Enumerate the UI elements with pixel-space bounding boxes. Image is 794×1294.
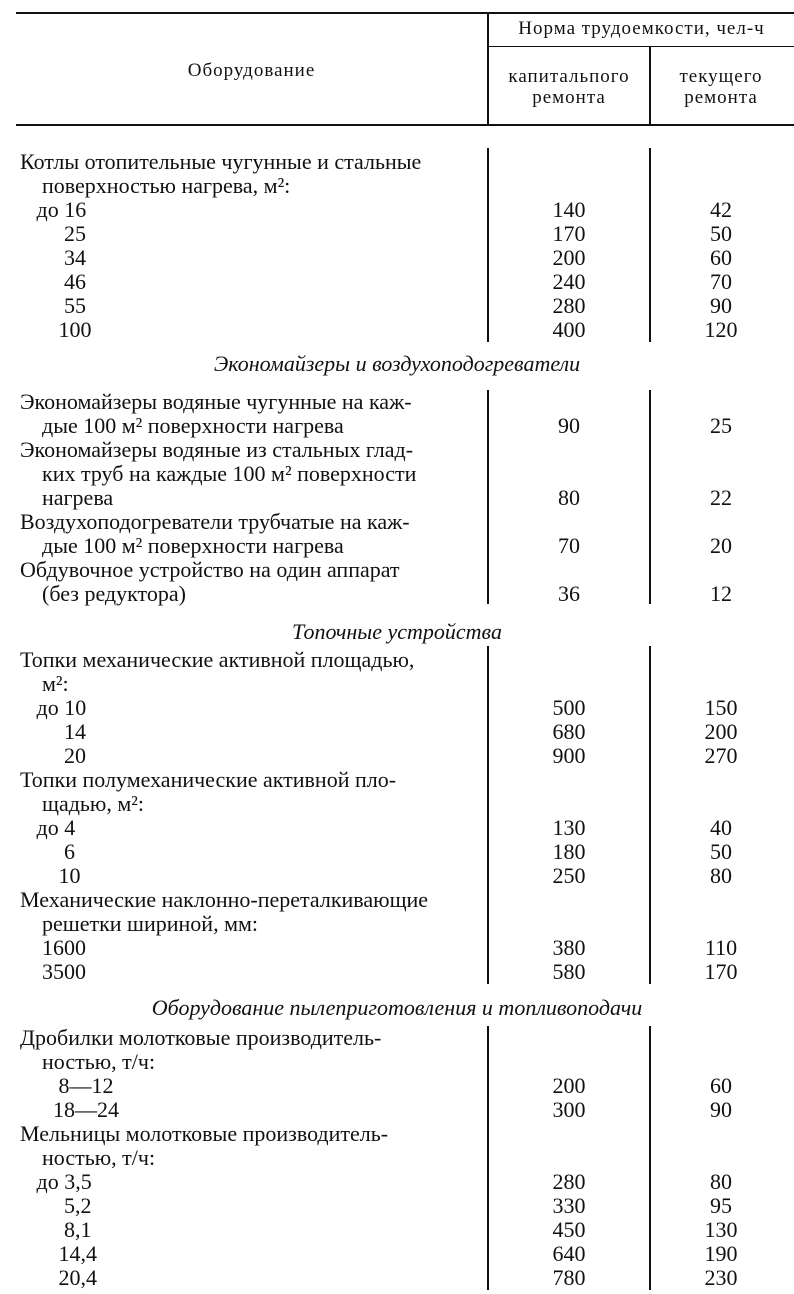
table-row — [0, 462, 794, 486]
row-capital: 300 — [552, 1097, 586, 1122]
row-current: 230 — [704, 1265, 738, 1290]
row-capital: 200 — [552, 1073, 586, 1098]
row-name: 46 — [20, 269, 86, 294]
table-row — [0, 174, 794, 198]
row-capital: 250 — [552, 863, 586, 888]
row-name: м²: — [20, 671, 69, 696]
row-current: 200 — [704, 719, 738, 744]
row-name: 8—12 — [20, 1073, 114, 1098]
row-name: 20,4 — [20, 1265, 97, 1290]
row-current: 130 — [704, 1217, 738, 1242]
header-capital: капитальпого ремонта — [508, 66, 630, 108]
row-name: Мельницы молотковые производитель- — [20, 1121, 389, 1146]
row-name: 6 — [20, 839, 75, 864]
row-current: 50 — [710, 221, 732, 246]
row-current: 60 — [710, 245, 732, 270]
header-mid-rule — [488, 46, 794, 47]
row-current: 190 — [704, 1241, 738, 1266]
table-row — [0, 198, 794, 222]
table-row — [0, 1098, 794, 1122]
table-row — [0, 294, 794, 318]
table-row — [0, 744, 794, 768]
table-row — [0, 936, 794, 960]
row-capital: 450 — [552, 1217, 586, 1242]
row-current: 20 — [710, 533, 732, 558]
row-current: 22 — [710, 485, 732, 510]
row-capital: 380 — [552, 935, 586, 960]
row-current: 150 — [704, 695, 738, 720]
row-capital: 330 — [552, 1193, 586, 1218]
row-name: до 3,5 — [20, 1169, 92, 1194]
row-capital: 90 — [558, 413, 580, 438]
table-row — [0, 510, 794, 534]
row-name: Механические наклонно-переталкивающие — [20, 887, 429, 912]
header-equipment: Оборудование — [187, 60, 316, 81]
row-name: Топки механические активной площадью, — [20, 647, 415, 672]
table-row — [0, 912, 794, 936]
row-name: решетки шириной, мм: — [20, 911, 259, 936]
row-name: щадью, м²: — [20, 791, 144, 816]
row-name: ких труб на каждые 100 м² поверхности — [20, 461, 417, 486]
row-current: 25 — [710, 413, 732, 438]
row-name: ностью, т/ч: — [20, 1145, 156, 1170]
table-row — [0, 1266, 794, 1290]
table-row — [0, 1146, 794, 1170]
row-current: 12 — [710, 581, 732, 606]
table-row — [0, 816, 794, 840]
table-row — [0, 696, 794, 720]
row-current: 70 — [710, 269, 732, 294]
table-row — [0, 222, 794, 246]
row-current: 90 — [710, 293, 732, 318]
row-capital: 900 — [552, 743, 586, 768]
row-current: 80 — [710, 863, 732, 888]
row-name: 100 — [20, 317, 92, 342]
row-current: 95 — [710, 1193, 732, 1218]
row-name: 14 — [20, 719, 86, 744]
row-name: 3500 — [20, 959, 86, 984]
row-capital: 500 — [552, 695, 586, 720]
row-capital: 580 — [552, 959, 586, 984]
row-capital: 180 — [552, 839, 586, 864]
row-capital: 680 — [552, 719, 586, 744]
table-row — [0, 1050, 794, 1074]
table-row — [0, 864, 794, 888]
table-row — [0, 672, 794, 696]
row-current: 120 — [704, 317, 738, 342]
row-name: Экономайзеры водяные из стальных глад- — [20, 437, 414, 462]
row-capital: 780 — [552, 1265, 586, 1290]
header-current: текущего ремонта — [679, 66, 763, 108]
row-name: до 16 — [20, 197, 87, 222]
row-name: нагрева — [20, 485, 114, 510]
header-norm: Норма трудоемкости, чел-ч — [518, 18, 765, 39]
row-capital: 640 — [552, 1241, 586, 1266]
row-name: 25 — [20, 221, 86, 246]
table-row — [0, 414, 794, 438]
row-capital: 200 — [552, 245, 586, 270]
row-current: 50 — [710, 839, 732, 864]
row-capital: 170 — [552, 221, 586, 246]
table-row — [0, 318, 794, 342]
row-name: Экономайзеры водяные чугунные на каж- — [20, 389, 412, 414]
table-row — [0, 534, 794, 558]
row-capital: 280 — [552, 1169, 586, 1194]
table-row — [0, 1242, 794, 1266]
row-name: Воздухоподогреватели трубчатые на каж- — [20, 509, 410, 534]
row-capital: 36 — [558, 581, 580, 606]
table-row — [0, 1026, 794, 1050]
row-capital: 140 — [552, 197, 586, 222]
row-name: 10 — [20, 863, 81, 888]
row-name: дые 100 м² поверхности нагрева — [20, 413, 344, 438]
row-name: Топки полумеханические активной пло- — [20, 767, 397, 792]
table-row — [0, 1170, 794, 1194]
table-row — [0, 438, 794, 462]
row-capital: 80 — [558, 485, 580, 510]
table-row — [0, 582, 794, 606]
row-name: 20 — [20, 743, 86, 768]
table-row — [0, 960, 794, 984]
section-title-furnaces: Топочные устройства — [292, 619, 502, 644]
table-row — [0, 1194, 794, 1218]
row-name: 18—24 — [20, 1097, 119, 1122]
table-row — [0, 840, 794, 864]
header-top-rule — [16, 12, 794, 14]
table-row — [0, 1074, 794, 1098]
table-row — [0, 792, 794, 816]
header-divider-sub — [649, 46, 651, 126]
table-row — [0, 558, 794, 582]
row-name: 55 — [20, 293, 86, 318]
row-name: Обдувочное устройство на один аппарат — [20, 557, 400, 582]
table-row — [0, 246, 794, 270]
row-name: ностью, т/ч: — [20, 1049, 156, 1074]
row-name: 34 — [20, 245, 86, 270]
row-current: 80 — [710, 1169, 732, 1194]
row-name: 1600 — [20, 935, 86, 960]
table-row — [0, 390, 794, 414]
row-name: Дробилки молотковые производитель- — [20, 1025, 382, 1050]
table-row — [0, 1122, 794, 1146]
row-name: (без редуктора) — [20, 581, 186, 606]
row-name: 5,2 — [20, 1193, 92, 1218]
row-capital: 280 — [552, 293, 586, 318]
table-row — [0, 888, 794, 912]
row-capital: 400 — [552, 317, 586, 342]
section-title-pulverization: Оборудование пылеприготовления и топливоподачи — [151, 995, 643, 1020]
row-current: 42 — [710, 197, 732, 222]
row-current: 110 — [704, 935, 738, 960]
row-capital: 70 — [558, 533, 580, 558]
section-title-economizers: Экономайзеры и воздухоподогреватели — [213, 351, 581, 376]
table-row — [0, 1218, 794, 1242]
header-bottom-rule — [16, 124, 794, 126]
row-name: поверхностью нагрева, м²: — [20, 173, 291, 198]
row-current: 40 — [710, 815, 732, 840]
table-row — [0, 768, 794, 792]
table-row — [0, 270, 794, 294]
row-current: 60 — [710, 1073, 732, 1098]
row-current: 90 — [710, 1097, 732, 1122]
row-current: 270 — [704, 743, 738, 768]
table-row — [0, 150, 794, 174]
row-name: до 4 — [20, 815, 76, 840]
row-name: Котлы отопительные чугунные и стальные — [20, 149, 422, 174]
row-capital: 240 — [552, 269, 586, 294]
row-name: до 10 — [20, 695, 87, 720]
row-name: 8,1 — [20, 1217, 92, 1242]
table-row — [0, 720, 794, 744]
table-row — [0, 486, 794, 510]
row-capital: 130 — [552, 815, 586, 840]
row-name: дые 100 м² поверхности нагрева — [20, 533, 344, 558]
row-current: 170 — [704, 959, 738, 984]
row-name: 14,4 — [20, 1241, 97, 1266]
table-row — [0, 648, 794, 672]
